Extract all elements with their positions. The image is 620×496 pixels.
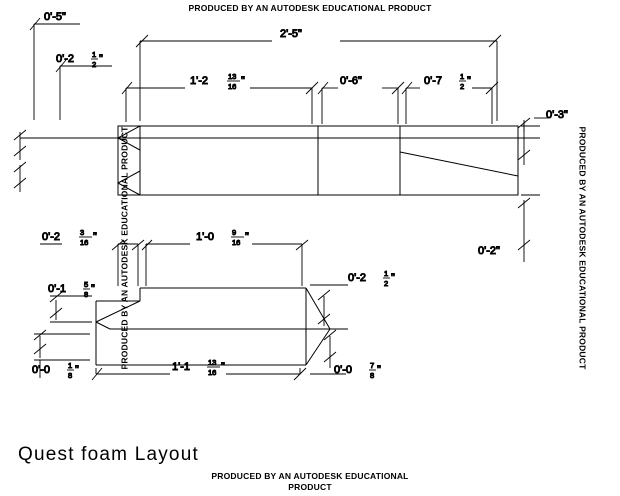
page-title: Quest foam Layout (18, 444, 199, 465)
dim-label-d4-num: 13 (228, 72, 237, 81)
dim-label-d9-den: 16 (80, 238, 89, 247)
dim-label-d14-suffix: " (221, 361, 225, 373)
dim-label-d11-den: 2 (384, 279, 389, 288)
dim-label-d9: 0'-2 (42, 231, 60, 243)
dim-label-d10: 1'-0 (196, 231, 214, 243)
bottom-view-dimension-labels (32, 228, 395, 380)
dim-label-d9-num: 3 (80, 228, 85, 237)
dim-label-d10-num: 9 (232, 228, 237, 237)
dim-label-d4: 1'-2 (190, 75, 208, 87)
dim-label-d2-den: 2 (92, 60, 97, 69)
dim-label-d15-suffix: " (377, 364, 381, 376)
dim-label-d4-den: 16 (228, 82, 237, 91)
dim-label-d15: 0'-0 (334, 364, 352, 376)
dim-label-d11-num: 1 (384, 269, 389, 278)
banner-top: PRODUCED BY AN AUTODESK EDUCATIONAL PRODUCT (188, 3, 432, 13)
dim-label-d4-suffix: " (241, 75, 245, 87)
dim-label-d9-suffix: " (93, 231, 97, 243)
bottom-view-dimensions (34, 240, 348, 380)
dim-label-d15-num: 7 (370, 361, 375, 370)
dim-label-d2-num: 1 (92, 50, 97, 59)
dim-label-d13-suffix: " (75, 364, 79, 376)
dim-label-d14: 1'-1 (172, 361, 190, 373)
dim-label-d2-suffix: " (99, 53, 103, 65)
dim-label-d3: 2'-5" (280, 28, 302, 40)
dim-label-d14-num: 13 (208, 358, 217, 367)
banner-bottom-line1: PRODUCED BY AN AUTODESK EDUCATIONAL (211, 471, 409, 481)
banner-left: PRODUCED BY AN AUTODESK EDUCATIONAL PRODUCT (119, 126, 130, 370)
dim-label-d12-num: 5 (84, 280, 89, 289)
banner-right: PRODUCED BY AN AUTODESK EDUCATIONAL PRODUCT (577, 126, 588, 370)
dim-label-d13: 0'-0 (32, 364, 50, 376)
dim-label-d12: 0'-1 (48, 283, 66, 295)
dim-label-d6-den: 2 (460, 82, 465, 91)
dim-label-d12-suffix: " (91, 283, 95, 295)
dim-label-d8: 0'-2" (478, 245, 500, 257)
dim-label-d1: 0'-5" (44, 11, 66, 23)
dim-label-d15-den: 8 (370, 371, 375, 380)
dim-label-d14-den: 16 (208, 368, 217, 377)
dim-label-d10-den: 16 (232, 238, 241, 247)
dim-label-d12-den: 8 (84, 290, 89, 299)
dim-label-d6-num: 1 (460, 72, 465, 81)
dim-label-d13-den: 8 (68, 371, 73, 380)
top-view-profile (20, 126, 540, 195)
dim-label-d5: 0'-6" (340, 75, 362, 87)
dim-label-d11-suffix: " (391, 272, 395, 284)
dim-label-d2: 0'-2 (56, 53, 74, 65)
dim-label-d10-suffix: " (245, 231, 249, 243)
dim-label-d7: 0'-3" (546, 109, 568, 121)
banner-bottom-line2: PRODUCT (288, 482, 332, 492)
dim-label-d6: 0'-7 (424, 75, 442, 87)
dim-label-d6-suffix: " (467, 75, 471, 87)
bottom-view-profile (96, 288, 330, 365)
dim-label-d13-num: 1 (68, 361, 73, 370)
top-view-dimension-labels (44, 11, 568, 257)
dim-label-d11: 0'-2 (348, 272, 366, 284)
